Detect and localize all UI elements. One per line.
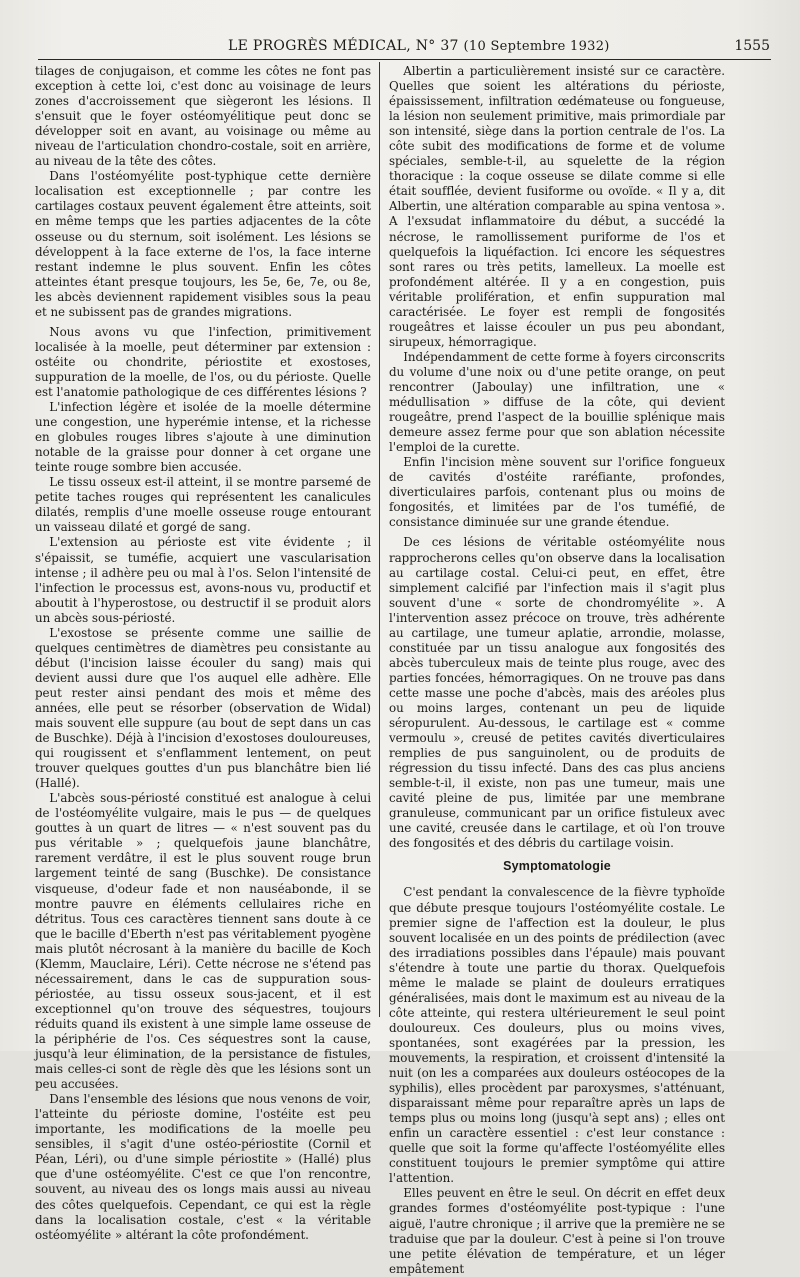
left-paragraph: Le tissu osseux est-il atteint, il se montre parsemé de petite taches rouges qui représentent les canalicules dilatés, remplis d'une moelle osseuse rouge entourant un vaisseau dilaté et gorgé de sang. [35,475,371,535]
left-paragraph: Nous avons vu que l'infection, primitivement localisée à la moelle, peut déterminer par extension : ostéite ou chondrite, périostite et exostoses, suppuration de la moelle, de l'os, ou du périoste. Quelle est l'anatomie pathologique de ces différentes lésions ? [35,324,371,399]
section-paragraph: Elles peuvent en être le seul. On décrit en effet deux grandes formes d'ostéomyélite post-typique : l'une aiguë, l'autre chronique ; il arrive que la première ne se traduise que par la douleur. C'est à peine si l'on trouve une petite élévation de température, et un léger empâtement [389,1186,725,1276]
journal-name: LE PROGRÈS MÉDICAL, [228,38,411,54]
section-heading: Symptomatologie [503,859,611,874]
left-paragraph: L'abcès sous-périosté constitué est analogue à celui de l'ostéomyélite vulgaire, mais le pus — de quelques gouttes à un quart de litres — « n'est souvent pas du pus véritable » ; quelquefois jaune blanchâtre, rarement verdâtre, il est le plus souvent rouge brun largement teinté de sang (Buschke). De consistance visqueuse, d'odeur fade et non nauséabonde, il se montre pauvre en éléments cellulaires riche en détritus. Tous ces caractères tiennent sans doute à ce que le bacille d'Eberth n'est pas véritablement pyogène mais plutôt nécrosant à la manière du bacille de Koch (Klemm, Mauclaire, Léri). Cette nécrose ne s'étend pas nécessairement, dans le cas de suppuration sous-périostée, au tissu osseux sous-jacent, et il est exceptionnel qu'on trouve des séquestres, toujours réduits quand ils existent à une simple lame osseuse de la périphérie de l'os. Ces séquestres sont la cause, jusqu'à leur élimination, de la persistance de fistules, mais celles-ci sont de règle dès que les lésions sont un peu accusées. [35,791,371,1092]
right-paragraph: Indépendamment de cette forme à foyers circonscrits du volume d'une noix ou d'une petite orange, on peut rencontrer (Jaboulay) une infiltration, une « médullisation » diffuse de la côte, qui devient rougeâtre, prend l'aspect de la bouillie splénique mais demeure assez ferme pour que son ablation nécessite l'emploi de la curette. [389,349,725,455]
issue-date: (10 Septembre 1932) [463,39,610,54]
left-paragraph: L'extension au périoste est vite évidente ; il s'épaissit, se tuméfie, acquiert une vascularisation intense ; il adhère peu ou mal à l'os. Selon l'intensité de l'infection le processus est, avons-nous vu, productif et aboutit à l'hyperostose, ou destructif il se produit alors un abcès sous-périosté. [35,535,371,625]
page-number: 1555 [734,38,770,54]
right-paragraph: De ces lésions de véritable ostéomyélite nous rapprocherons celles qu'on observe dans la localisation au cartilage costal. Celui-ci peut, en effet, être simplement calcifié par l'infection mais il s'agit plus souvent d'une « sorte de chondromyélite ». A l'intervention assez précoce on trouve, très adhérente au cartilage, une tumeur aplatie, arrondie, molasse, constituée par un tissu analogue aux fongosités des abcès tuberculeux mais de teinte plus rouge, avec des parties foncées, hémorragiques. On ne trouve pas dans cette masse une poche d'abcès, mais des aréoles plus ou moins larges, contenant un peu de liquide séropurulent. Au-dessous, le cartilage est « comme vermoulu », creusé de petites cavités diverticulaires remplies de pus sanguinolent, ou de produits de régression du tissu infecté. Dans des cas plus anciens semble-t-il, il existe, non pas une tumeur, mais une cavité pleine de pus, limitée par une membrane granuleuse, communicant par un orifice fistuleux avec une cavité, creusée dans le cartilage, et où l'on trouve des fongosités et des débris du cartilage voisin. [389,535,725,851]
issue-number: N° 37 [415,38,459,54]
left-paragraph: tilages de conjugaison, et comme les côtes ne font pas exception à cette loi, c'est donc au voisinage de leurs zones d'accroissement que siègeront les lésions. Il s'ensuit que le foyer ostéomyélitique peut donc se développer soit en avant, au voisinage ou même au niveau de l'articulation chondro-costale, soit en arrière, au niveau de la tête des côtes. [35,64,371,169]
column-divider [379,62,380,1017]
right-paragraph: Enfin l'incision mène souvent sur l'orifice fongueux de cavités d'ostéite raréfiante, profondes, diverticulaires parfois, contenant plus ou moins de fongosités, et limitées par de l'os tuméfié, de consistance diminuée sur une grande étendue. [389,455,725,530]
left-column [35,64,371,1242]
section-paragraph: C'est pendant la convalescence de la fièvre typhoïde que débute presque toujours l'ostéomyélite costale. Le premier signe de l'affection est la douleur, le plus souvent localisée en un des points de prédilection (avec des irradiations possibles dans l'épaule) mais pouvant s'étendre à toute une partie du thorax. Quelquefois même le malade se plaint de douleurs erratiques généralisées, mais dont le maximum est au niveau de la côte atteinte, qui restera ultérieurement le seul point douloureux. Ces douleurs, plus ou moins vives, spontanées, sont exagérées par la pression, les mouvements, la respiration, et croissent d'intensité la nuit (on les a comparées aux douleurs ostéocopes de la syphilis), elles procèdent par paroxysmes, s'atténuant, disparaissant même pour reparaître après un laps de temps plus ou moins long (jusqu'à sept ans) ; elles ont enfin un caractère essentiel : c'est leur constance : quelle que soit la forme qu'affecte l'ostéomyélite elles constituent toujours le premier symptôme qui attire l'attention. [389,885,725,1186]
right-paragraph: Albertin a particulièrement insisté sur ce caractère. Quelles que soient les altérations du périoste, épaississement, infiltration œdémateuse ou fongueuse, la lésion non seulement primitive, mais primordiale par son intensité, siège dans la portion centrale de l'os. La côte subit des modifications de forme et de volume spéciales, semble-t-il, au squelette de la région thoracique : la coque osseuse se dilate comme si elle était soufflée, devient fusiforme ou ovoïde. « Il y a, dit Albertin, une altération comparable au spina ventosa ». A l'exsudat inflammatoire du début, a succédé la nécrose, le ramollissement puriforme de l'os et quelquefois la liquéfaction. Ici encore les séquestres sont rares ou très petits, lamelleux. La moelle est profondément altérée. Il y a en congestion, puis véritable prolifération, et enfin suppuration mal caractérisée. Le foyer est rempli de fongosités rougeâtres et laisse écouler un pus peu abondant, sirupeux, hémorragique. [389,64,725,349]
header-rule [38,59,771,60]
journal-title [228,38,610,54]
running-header [208,38,770,58]
right-column [389,64,725,1276]
left-paragraph: L'exostose se présente comme une saillie de quelques centimètres de diamètres peu consistante au début (l'incision laisse écouler du sang) mais qui devient aussi dure que l'os auquel elle adhère. Elle peut rester ainsi pendant des mois et même des années, elle peut se résorber (observation de Widal) mais souvent elle suppure (au bout de sept dans un cas de Buschke). Déjà à l'incision d'exostoses douloureuses, qui rougissent et s'enflamment lentement, on peut trouver quelques gouttes d'un pus blanchâtre bien lié (Hallé). [35,625,371,791]
left-paragraph: L'infection légère et isolée de la moelle détermine une congestion, une hyperémie intense, et la richesse en globules rouges libres s'ajoute à une diminution notable de la graisse pour donner à cet organe une teinte rouge sombre bien accusée. [35,400,371,475]
left-paragraph: Dans l'ensemble des lésions que nous venons de voir, l'atteinte du périoste domine, l'ostéite est peu importante, les modifications de la moelle peu sensibles, il s'agit d'une ostéo-périostite (Cornil et Péan, Léri), ou d'une simple périostite » (Hallé) plus que d'une ostéomyélite. C'est ce que l'on rencontre, souvent, au niveau des os longs mais aussi au niveau des côtes quelquefois. Cependant, ce qui est la règle dans la localisation costale, c'est « la véritable ostéomyélite » altérant la côte profondément. [35,1092,371,1242]
left-paragraph: Dans l'ostéomyélite post-typhique cette dernière localisation est exceptionnelle ; par contre les cartilages costaux peuvent également être atteints, soit en même temps que les parties adjacentes de la côte osseuse ou du sternum, soit isolément. Les lésions se développent à la face externe de l'os, la face interne restant indemne le plus souvent. Enfin les côtes atteintes étant presque toujours, les 5e, 6e, 7e, ou 8e, les abcès deviennent rapidement visibles sous la peau et ne subissent pas de grandes migrations. [35,169,371,319]
